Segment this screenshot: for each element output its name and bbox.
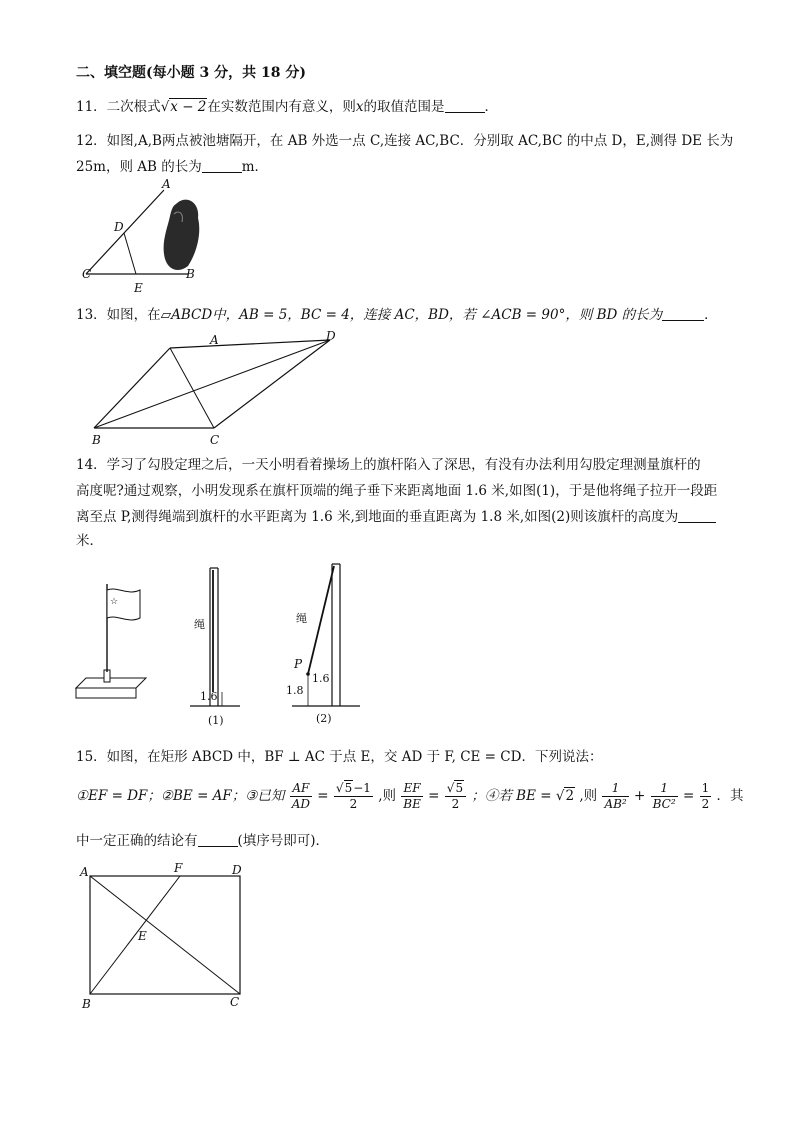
q14-line3-text: 离至点 P,测得绳端到旗杆的水平距离为 1.6 米,到地面的垂直距离为 1.8 米,如图(2)则该旗杆的高度为	[76, 509, 679, 525]
height-label-2a: 1.6	[312, 672, 330, 685]
q14-flagpole-diagram	[70, 556, 370, 736]
q15-line3-suffix: (填序号即可)．	[237, 833, 330, 849]
q11-suffix: 在实数范围内有意义，则	[207, 99, 356, 115]
radical-sign-icon: √	[335, 781, 344, 795]
flag-base-front	[76, 688, 136, 698]
q13-end: ．	[704, 307, 718, 323]
side-cd	[214, 340, 330, 428]
then-text-2: ,则	[579, 788, 598, 804]
q13-middle: 中，AB = 5，BC = 4，连接 AC，BD，若 ∠ACB = 90°，则 BD 的长为	[212, 307, 663, 323]
question-15-line-1: 15．如图，在矩形 ABCD 中，BF ⊥ AC 于点 E，交 AD 于 F, CE = CD．下列说法：	[76, 749, 603, 765]
q12-answer-blank[interactable]	[202, 158, 242, 173]
q15-s4: ；④若 BE =	[471, 788, 552, 804]
diagonal-ac	[170, 348, 214, 428]
q15-label-c: C	[230, 995, 240, 1009]
q15-label-f: F	[174, 861, 183, 875]
rope-label-1: 绳	[194, 618, 205, 631]
q13-answer-blank[interactable]	[662, 306, 704, 321]
question-15-statements	[76, 776, 744, 816]
pole-figure-1	[190, 568, 240, 727]
pond-shape	[164, 200, 200, 270]
q15-label-b: B	[82, 997, 91, 1011]
fraction-sqrt5-minus-1-over-2: $\frac{√5-1}{2}$	[335, 781, 371, 811]
fraction-af-ad: $\frac{AF}{AD}$	[291, 781, 310, 811]
question-12-line-1: 12．如图,A,B两点被池塘隔开，在 AB 外选一点 C,连接 AC,BC．分别取 AC,BC 的中点 D，E,测得 DE 长为	[76, 133, 734, 149]
question-11	[76, 98, 498, 116]
q12-label-b: B	[186, 267, 195, 281]
side-ad	[170, 340, 330, 348]
rope-2	[308, 566, 334, 674]
q15-s1: ①EF = DF；②BE = AF；③已知	[76, 788, 285, 804]
question-12-line-2	[76, 158, 268, 176]
radical-sign-icon: √	[446, 781, 455, 795]
q14-answer-blank[interactable]	[678, 508, 716, 523]
q13-figure	[80, 328, 360, 448]
q15-label-a: A	[80, 865, 89, 879]
segment-bf	[90, 876, 180, 994]
flag-star-icon: ☆	[110, 597, 119, 607]
q11-end: ．	[484, 99, 499, 115]
plus-sign: +	[634, 788, 646, 804]
fraction-1-over-bc2: $\frac{1}{\text{BC²}}$	[652, 781, 676, 811]
q11-radicand: x − 2	[170, 99, 207, 115]
radical-sign-icon: √	[160, 99, 170, 115]
q15-figure	[76, 860, 256, 1010]
q11-prefix: 11．二次根式	[76, 99, 161, 115]
q12-label-e: E	[134, 281, 143, 295]
diagonal-bd	[94, 340, 330, 428]
q13-label-c: C	[210, 433, 220, 447]
question-15-line-3	[76, 832, 329, 850]
fraction-1-over-2: $\frac{1}{2}$	[701, 781, 710, 811]
then-text-1: ,则	[378, 788, 396, 804]
q15-end-text: ．其	[716, 788, 744, 804]
q13-label-b: B	[92, 433, 101, 447]
segment-de	[124, 233, 136, 274]
q13-shape: ▱ABCD	[160, 307, 213, 323]
q11-suffix2: 的取值范围是	[363, 99, 445, 115]
height-label-2b: 1.8	[286, 684, 304, 697]
flag-illustration	[76, 584, 146, 698]
q15-answer-blank[interactable]	[198, 832, 238, 847]
q15-label-d: D	[232, 863, 242, 877]
diagonal-ac	[90, 876, 240, 994]
q12-line2-suffix: m．	[241, 159, 269, 175]
height-label-1: 1.6	[200, 690, 218, 703]
equals-sign-2: =	[428, 788, 440, 804]
q15-label-e: E	[138, 929, 147, 943]
point-p	[306, 672, 310, 676]
segment-ca	[86, 190, 164, 274]
q12-pond-diagram	[78, 178, 218, 300]
section-heading: 二、填空题(每小题 3 分，共 18 分)	[76, 65, 306, 81]
q15-line3-prefix: 中一定正确的结论有	[76, 833, 198, 849]
q12-label-c: C	[82, 267, 92, 281]
q12-label-a: A	[162, 177, 171, 191]
point-p-label: P	[294, 657, 303, 671]
fraction-1-over-ab2: $\frac{1}{\text{AB²}}$	[604, 781, 627, 811]
q12-line2-prefix: 25m，则 AB 的长为	[76, 159, 202, 175]
q11-var: x	[355, 99, 364, 115]
figure-2-caption: (2)	[316, 712, 332, 725]
q13-prefix: 13．如图，在	[76, 307, 161, 323]
fraction-ef-be: $\frac{EF}{BE}$	[403, 781, 421, 811]
equals-sign-1: =	[317, 788, 329, 804]
equals-sign-3: =	[682, 788, 695, 804]
q14-figure	[70, 556, 370, 736]
question-14-line-1: 14．学习了勾股定理之后，一天小明看着操场上的旗杆陷入了深思，有没有办法利用勾股定理测量旗杆的	[76, 457, 701, 473]
q15-rectangle-diagram	[76, 860, 256, 1010]
q12-figure	[78, 178, 218, 300]
question-14-line-2: 高度呢?通过观察，小明发现系在旗杆顶端的绳子垂下来距离地面 1.6 米,如图(1)，于是他将绳子拉开一段距	[76, 483, 718, 499]
q13-label-a: A	[210, 333, 219, 347]
flag-base-top	[76, 678, 146, 688]
q13-label-d: D	[326, 329, 336, 343]
radical-sign-icon: √	[555, 788, 565, 804]
q15-sqrt2: 2	[565, 788, 575, 804]
figure-1-caption: (1)	[208, 714, 224, 727]
side-ab	[94, 348, 170, 428]
q13-parallelogram-diagram	[80, 328, 360, 448]
question-13	[76, 306, 718, 324]
pole-figure-2	[286, 564, 360, 725]
rope-label-2: 绳	[296, 612, 307, 625]
q11-answer-blank[interactable]	[445, 98, 485, 113]
fraction-sqrt5-over-2: $\frac{√5}{2}$	[445, 781, 466, 812]
q12-label-d: D	[114, 220, 124, 234]
question-14-line-4: 米．	[76, 533, 103, 549]
question-14-line-3	[76, 508, 716, 526]
